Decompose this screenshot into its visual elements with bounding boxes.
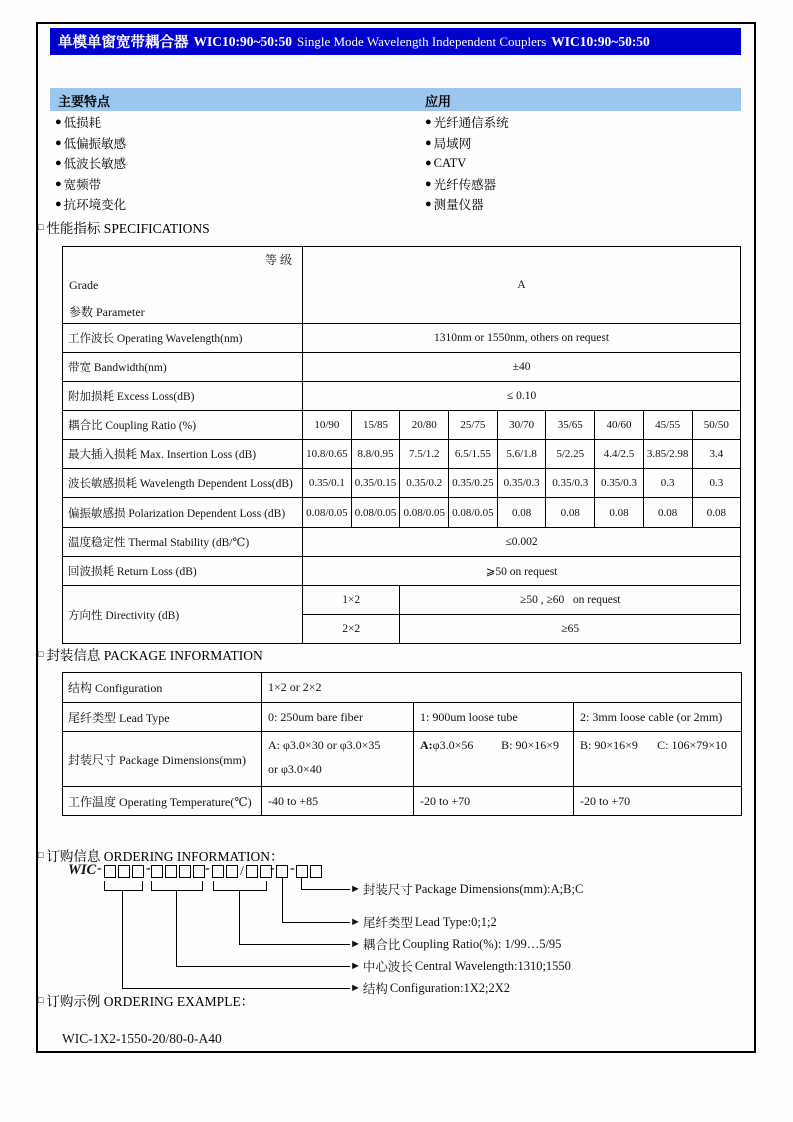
spec-cell: 0.35/0.3 <box>595 469 644 498</box>
spec-cell: 15/85 <box>351 411 400 440</box>
spec-cell: 0.35/0.25 <box>449 469 498 498</box>
spec-value-cell: 1310nm or 1550nm, others on request <box>303 324 741 353</box>
feature-text: 低偏振敏感 <box>63 136 127 151</box>
list-item <box>55 133 126 154</box>
dimension-option: C: 106×79×10 <box>657 738 728 752</box>
connector-line <box>122 890 123 988</box>
pkg-value-cell: 1×2 or 2×2 <box>262 673 742 703</box>
group-bracket <box>213 881 267 891</box>
parameter-label: 参数 Parameter <box>69 304 145 319</box>
connector-line <box>301 878 302 889</box>
section-title-text: 订购信息 ORDERING INFORMATION： <box>46 849 284 864</box>
list-item <box>55 174 126 195</box>
connector-line <box>301 889 350 890</box>
dimension-option: B: 90×16×9 <box>501 738 559 752</box>
ordering-label-lead-type: ► 尾纤类型 Lead Type:0;1;2 <box>350 914 497 930</box>
spec-row-label: 带宽 Bandwidth(nm) <box>63 353 303 382</box>
applications-heading: 应用 <box>425 94 452 109</box>
spec-cell: 10.8/0.65 <box>303 440 352 469</box>
spec-row-label: 最大插入损耗 Max. Insertion Loss (dB) <box>63 440 303 469</box>
order-code-slash: / <box>240 864 244 879</box>
pkg-dimensions-cell <box>574 732 742 787</box>
section-title-text: 订购示例 ORDERING EXAMPLE： <box>46 994 255 1009</box>
arrow-right-icon: ► <box>350 938 361 950</box>
spec-cell: 8.8/0.95 <box>351 440 400 469</box>
application-text: 光纤传感器 <box>433 177 497 192</box>
order-code-box <box>151 865 163 878</box>
grade-corner-label: 等 级 <box>264 252 292 267</box>
spec-row-label: 温度稳定性 Thermal Stability (dB/℃) <box>63 528 303 557</box>
order-code-box <box>296 865 308 878</box>
features-header-bar <box>50 88 741 111</box>
connector-line <box>239 944 350 945</box>
connector-line <box>282 878 283 922</box>
dimension-option: A: φ3.0×30 or φ3.0×35 <box>268 738 381 752</box>
specifications-table <box>62 246 741 644</box>
order-code-box <box>193 865 205 878</box>
feature-text: 低损耗 <box>63 116 102 131</box>
order-code-dash: - <box>205 861 210 876</box>
spec-row-label: 附加损耗 Excess Loss(dB) <box>63 382 303 411</box>
product-model-code: WIC10:90~50:50 <box>193 33 293 49</box>
order-code-dash: - <box>270 861 275 876</box>
features-list <box>55 112 126 215</box>
bullet-icon: ● <box>55 157 62 170</box>
connector-line <box>176 966 350 967</box>
application-text: 局域网 <box>433 136 472 151</box>
directivity-value-cell: ≥65 <box>400 615 741 644</box>
feature-text: 抗环境变化 <box>63 198 127 213</box>
order-code-segment-configuration <box>104 865 144 878</box>
connector-line <box>122 988 350 989</box>
connector-line <box>282 922 350 923</box>
connector-line <box>239 890 240 944</box>
list-item <box>55 153 126 174</box>
directivity-value-cell: ≥50 , ≥60 on request <box>400 586 741 615</box>
connector-line <box>176 890 177 966</box>
square-bullet-icon: □ <box>38 222 44 232</box>
pkg-row-label: 工作温度 Operating Temperature(℃) <box>63 787 262 816</box>
list-item <box>55 194 126 215</box>
dimension-option: A:φ3.0×56 <box>420 738 474 752</box>
spec-row-label: 方向性 Directivity (dB) <box>63 586 303 644</box>
order-code-dash: - <box>146 861 151 876</box>
spec-cell: 0.08/0.05 <box>351 498 400 528</box>
spec-cell: 0.35/0.3 <box>546 469 595 498</box>
spec-row-label: 工作波长 Operating Wavelength(nm) <box>63 324 303 353</box>
spec-cell: 0.35/0.2 <box>400 469 449 498</box>
application-text: 测量仪器 <box>433 198 484 213</box>
dimension-option: B: 90×16×9 <box>580 738 638 752</box>
spec-cell: 0.08 <box>546 498 595 528</box>
ordering-label-coupling-ratio: ► 耦合比 Coupling Ratio(%): 1/99…5/95 <box>350 936 562 952</box>
product-model-code-2: WIC10:90~50:50 <box>551 33 650 49</box>
package-table <box>62 672 742 816</box>
spec-cell: 6.5/1.55 <box>449 440 498 469</box>
list-item <box>425 153 509 174</box>
example-section-title <box>38 990 254 1010</box>
spec-cell: 0.08/0.05 <box>303 498 352 528</box>
arrow-right-icon: ► <box>350 883 361 895</box>
package-section-title <box>38 644 263 664</box>
spec-value-cell: ±40 <box>303 353 741 382</box>
bullet-icon: ● <box>425 157 432 170</box>
spec-cell: 0.08 <box>692 498 741 528</box>
spec-value-cell: ⩾50 on request <box>303 557 741 586</box>
spec-cell: 0.08 <box>595 498 644 528</box>
order-code-segment-wavelength <box>151 865 205 878</box>
order-code-box <box>132 865 144 878</box>
spec-cell: 45/55 <box>643 411 692 440</box>
spec-cell: 4.4/2.5 <box>595 440 644 469</box>
spec-cell: 10/90 <box>303 411 352 440</box>
ordering-label-package-dimensions: ► 封装尺寸 Package Dimensions(mm):A;B;C <box>350 881 584 897</box>
spec-row-label: 偏振敏感损 Polarization Dependent Loss (dB) <box>63 498 303 528</box>
features-heading: 主要特点 <box>58 94 111 109</box>
spec-cell: 0.35/0.15 <box>351 469 400 498</box>
spec-cell: 0.08/0.05 <box>400 498 449 528</box>
square-bullet-icon: □ <box>38 649 44 659</box>
spec-row-label: 回波损耗 Return Loss (dB) <box>63 557 303 586</box>
arrow-right-icon: ► <box>350 982 361 994</box>
order-code-box <box>310 865 322 878</box>
bullet-icon: ● <box>55 136 62 149</box>
order-code-dash: - <box>290 861 295 876</box>
bullet-icon: ● <box>425 116 432 129</box>
spec-cell: 7.5/1.2 <box>400 440 449 469</box>
spec-cell: 0.08 <box>643 498 692 528</box>
order-code-box <box>118 865 130 878</box>
spec-value-cell: ≤ 0.10 <box>303 382 741 411</box>
section-title-text: 封装信息 PACKAGE INFORMATION <box>46 648 263 663</box>
dimension-option: or φ3.0×40 <box>268 762 322 776</box>
grade-parameter-header-cell <box>63 247 303 324</box>
order-code-box <box>179 865 191 878</box>
directivity-config-cell: 2×2 <box>303 615 400 644</box>
spec-cell: 0.3 <box>643 469 692 498</box>
pkg-row-label: 封装尺寸 Package Dimensions(mm) <box>63 732 262 787</box>
order-code-box <box>104 865 116 878</box>
pkg-row-label: 结构 Configuration <box>63 673 262 703</box>
pkg-dimensions-cell <box>414 732 574 787</box>
pkg-row-label: 尾纤类型 Lead Type <box>63 703 262 732</box>
feature-text: 低波长敏感 <box>63 157 127 172</box>
spec-cell: 35/65 <box>546 411 595 440</box>
directivity-config-cell: 1×2 <box>303 586 400 615</box>
spec-cell: 5/2.25 <box>546 440 595 469</box>
list-item <box>425 194 509 215</box>
order-code-box <box>212 865 224 878</box>
spec-value-cell: ≤0.002 <box>303 528 741 557</box>
spec-cell: 5.6/1.8 <box>497 440 546 469</box>
bullet-icon: ● <box>425 136 432 149</box>
pkg-cell: -20 to +70 <box>574 787 742 816</box>
ordering-example-code: WIC-1X2-1550-20/80-0-A40 <box>62 1031 222 1046</box>
section-title-text: 性能指标 SPECIFICATIONS <box>46 221 210 236</box>
arrow-right-icon: ► <box>350 960 361 972</box>
grade-value-cell: A <box>303 247 741 324</box>
pkg-dimensions-cell <box>262 732 414 787</box>
bullet-icon: ● <box>55 198 62 211</box>
application-text: CATV <box>433 155 467 170</box>
ordering-label-central-wavelength: ► 中心波长 Central Wavelength:1310;1550 <box>350 958 571 974</box>
order-code-segment-package <box>296 865 322 878</box>
spec-cell: 40/60 <box>595 411 644 440</box>
specifications-section-title <box>38 217 210 237</box>
bullet-icon: ● <box>425 177 432 190</box>
list-item <box>425 112 509 133</box>
bullet-icon: ● <box>55 116 62 129</box>
pkg-cell: -20 to +70 <box>414 787 574 816</box>
spec-row-label: 波长敏感损耗 Wavelength Dependent Loss(dB) <box>63 469 303 498</box>
spec-cell: 3.4 <box>692 440 741 469</box>
spec-cell: 3.85/2.98 <box>643 440 692 469</box>
spec-cell: 30/70 <box>497 411 546 440</box>
spec-cell: 0.35/0.3 <box>497 469 546 498</box>
list-item <box>425 174 509 195</box>
square-bullet-icon: □ <box>38 995 44 1005</box>
product-title-chinese: 单模单窗宽带耦合器 <box>58 35 189 51</box>
order-code-prefix: WIC <box>68 862 97 878</box>
order-code-box <box>165 865 177 878</box>
spec-cell: 20/80 <box>400 411 449 440</box>
feature-text: 宽频带 <box>63 177 102 192</box>
spec-cell: 50/50 <box>692 411 741 440</box>
product-title-english: Single Mode Wavelength Independent Couplers <box>297 33 547 49</box>
order-code-segment-lead-type <box>276 865 288 878</box>
arrow-right-icon: ► <box>350 916 361 928</box>
group-bracket <box>151 881 203 891</box>
list-item <box>425 133 509 154</box>
applications-list <box>425 112 509 215</box>
pkg-cell: -40 to +85 <box>262 787 414 816</box>
bullet-icon: ● <box>55 177 62 190</box>
square-bullet-icon: □ <box>38 850 44 860</box>
spec-row-label: 耦合比 Coupling Ratio (%) <box>63 411 303 440</box>
order-code-box <box>276 865 288 878</box>
bullet-icon: ● <box>425 198 432 211</box>
spec-cell: 0.3 <box>692 469 741 498</box>
title-bar <box>50 28 741 55</box>
order-code-box <box>246 865 258 878</box>
application-text: 光纤通信系统 <box>433 116 509 131</box>
pkg-cell: 0: 250um bare fiber <box>262 703 414 732</box>
grade-label: Grade <box>69 277 99 292</box>
order-code-dash: - <box>97 861 102 876</box>
spec-cell: 25/75 <box>449 411 498 440</box>
order-code-segment-coupling-ratio <box>212 865 272 878</box>
spec-cell: 0.35/0.1 <box>303 469 352 498</box>
group-bracket <box>104 881 143 891</box>
list-item <box>55 112 126 133</box>
spec-cell: 0.08 <box>497 498 546 528</box>
spec-cell: 0.08/0.05 <box>449 498 498 528</box>
pkg-cell: 2: 3mm loose cable (or 2mm) <box>574 703 742 732</box>
order-code-box <box>226 865 238 878</box>
pkg-cell: 1: 900um loose tube <box>414 703 574 732</box>
ordering-label-configuration: ► 结构 Configuration:1X2;2X2 <box>350 980 511 996</box>
